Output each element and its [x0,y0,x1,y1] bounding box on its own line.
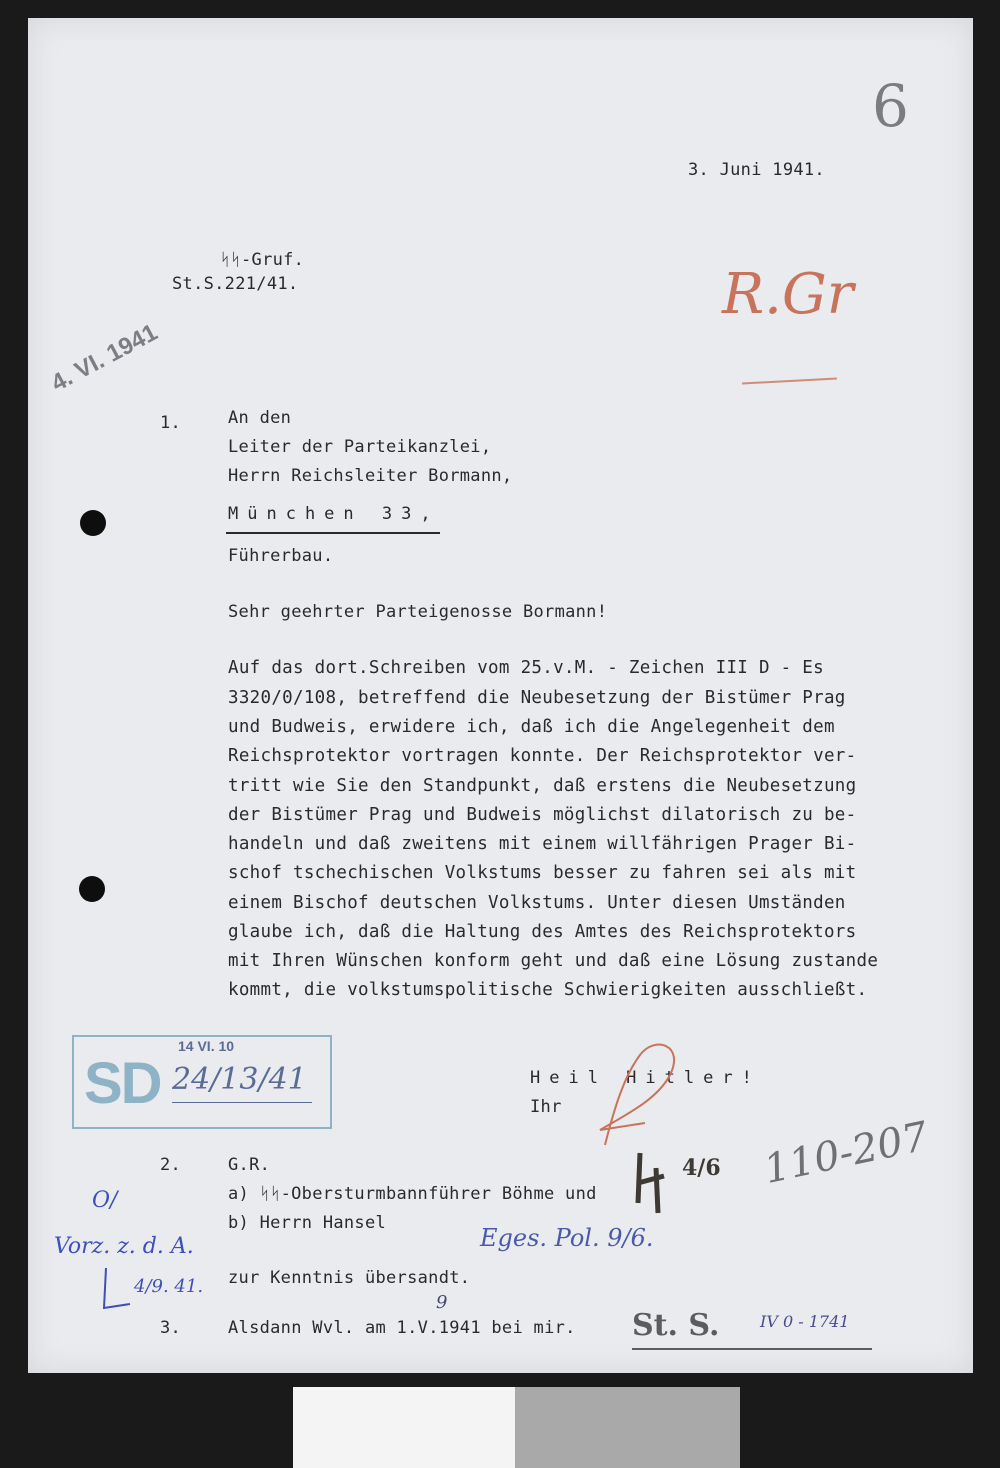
address-line-3: Herrn Reichsleiter Bormann, [228,466,513,486]
body-line: tritt wie Sie den Standpunkt, daß erstens die Neubesetzung [228,776,857,796]
item2-label: G.R. [228,1155,271,1175]
closing-ihr: Ihr [530,1097,562,1117]
blue-note-vorz: Vorz. z. d. A. [54,1234,194,1259]
dark-initial-mark [632,1148,672,1218]
body-line: 3320/0/108, betreffend die Neubesetzung der Bistümer Prag [228,688,846,708]
body-line: mit Ihren Wünschen konform geht und daß eine Lösung zustande [228,951,879,971]
blue-note-pol: Eges. Pol. 9/6. [480,1224,654,1252]
item3-month-correction: 9 [436,1292,448,1313]
body-line: handeln und daß zweitens mit einem willfährigen Prager Bi- [228,834,857,854]
body-line: und Budweis, erwidere ich, daß ich die Angelegenheit dem [228,717,835,737]
body-line: kommt, die volkstumspolitische Schwierigkeiten ausschließt. [228,980,868,1000]
salutation: Sehr geehrter Parteigenosse Bormann! [228,602,608,622]
item3-month: V [417,1318,429,1338]
address-line-1: An den [228,408,292,428]
item2-recipient-b: b) Herrn Hansel [228,1213,387,1233]
receipt-date-stamp: 4. VI. 1941 [46,318,163,398]
body-line: einem Bischof deutschen Volkstums. Unter diesen Umständen [228,893,846,913]
reference-line-1: ᛋᛋ-Gruf. [220,250,305,270]
blue-mark [96,1264,136,1314]
sd-stamp-date: 14 VI. 10 [178,1038,235,1054]
grey-file-number: 110-207 [760,1113,933,1193]
sd-stamp-label: SD [84,1051,161,1116]
red-initials: R.Gr [722,262,854,327]
body-line: glaube ich, daß die Haltung des Amtes des Reichsprotektors [228,922,857,942]
punch-hole-bottom [79,876,105,902]
red-signature [585,1035,695,1155]
body-line: Reichsprotektor vortragen konnte. Der Reichsprotektor ver- [228,746,857,766]
item2-number: 2. [160,1155,182,1175]
address-number: 1. [160,413,182,433]
address-city-underline [226,532,440,534]
item3-text-before: Alsdann Wvl. am 1. [228,1318,418,1338]
registry-stamp: St. S. [632,1308,720,1343]
address-building: Führerbau. [228,546,334,566]
address-city: München 33, [228,504,440,524]
registry-underline [632,1348,872,1350]
initials-date: 4/6 [682,1155,721,1181]
sd-stamp-number: 24/13/41 [172,1062,307,1097]
body-line: der Bistümer Prag und Budweis möglichst dilatorisch zu be- [228,805,857,825]
blue-note-date: 4/9. 41. [134,1276,204,1297]
scan-white-patch [293,1387,515,1468]
punch-hole-top [80,510,106,536]
reference-line-2: St.S.221/41. [172,274,299,294]
address-line-2: Leiter der Parteikanzlei, [228,437,492,457]
item2-recipient-a: a) ᛋᛋ-Obersturmbannführer Böhme und [228,1184,597,1204]
closing-greeting: Heil Hitler! [530,1068,761,1088]
body-line: schof tschechischen Volkstums besser zu fahren sei als mit [228,863,857,883]
letter-date: 3. Juni 1941. [688,160,825,180]
item3-text-after: .1941 bei mir. [428,1318,576,1338]
item3-number: 3. [160,1318,182,1338]
blue-note-top: O/ [92,1188,118,1213]
body-line: Auf das dort.Schreiben vom 25.v.M. - Zeichen III D - Es [228,658,824,678]
page-number: 6 [872,72,909,140]
item3-text [228,1318,576,1338]
scan-grey-patch [515,1387,740,1468]
item2-note: zur Kenntnis übersandt. [228,1268,471,1288]
registry-number: IV 0 - 1741 [760,1312,850,1331]
sd-stamp-underline [172,1102,312,1103]
